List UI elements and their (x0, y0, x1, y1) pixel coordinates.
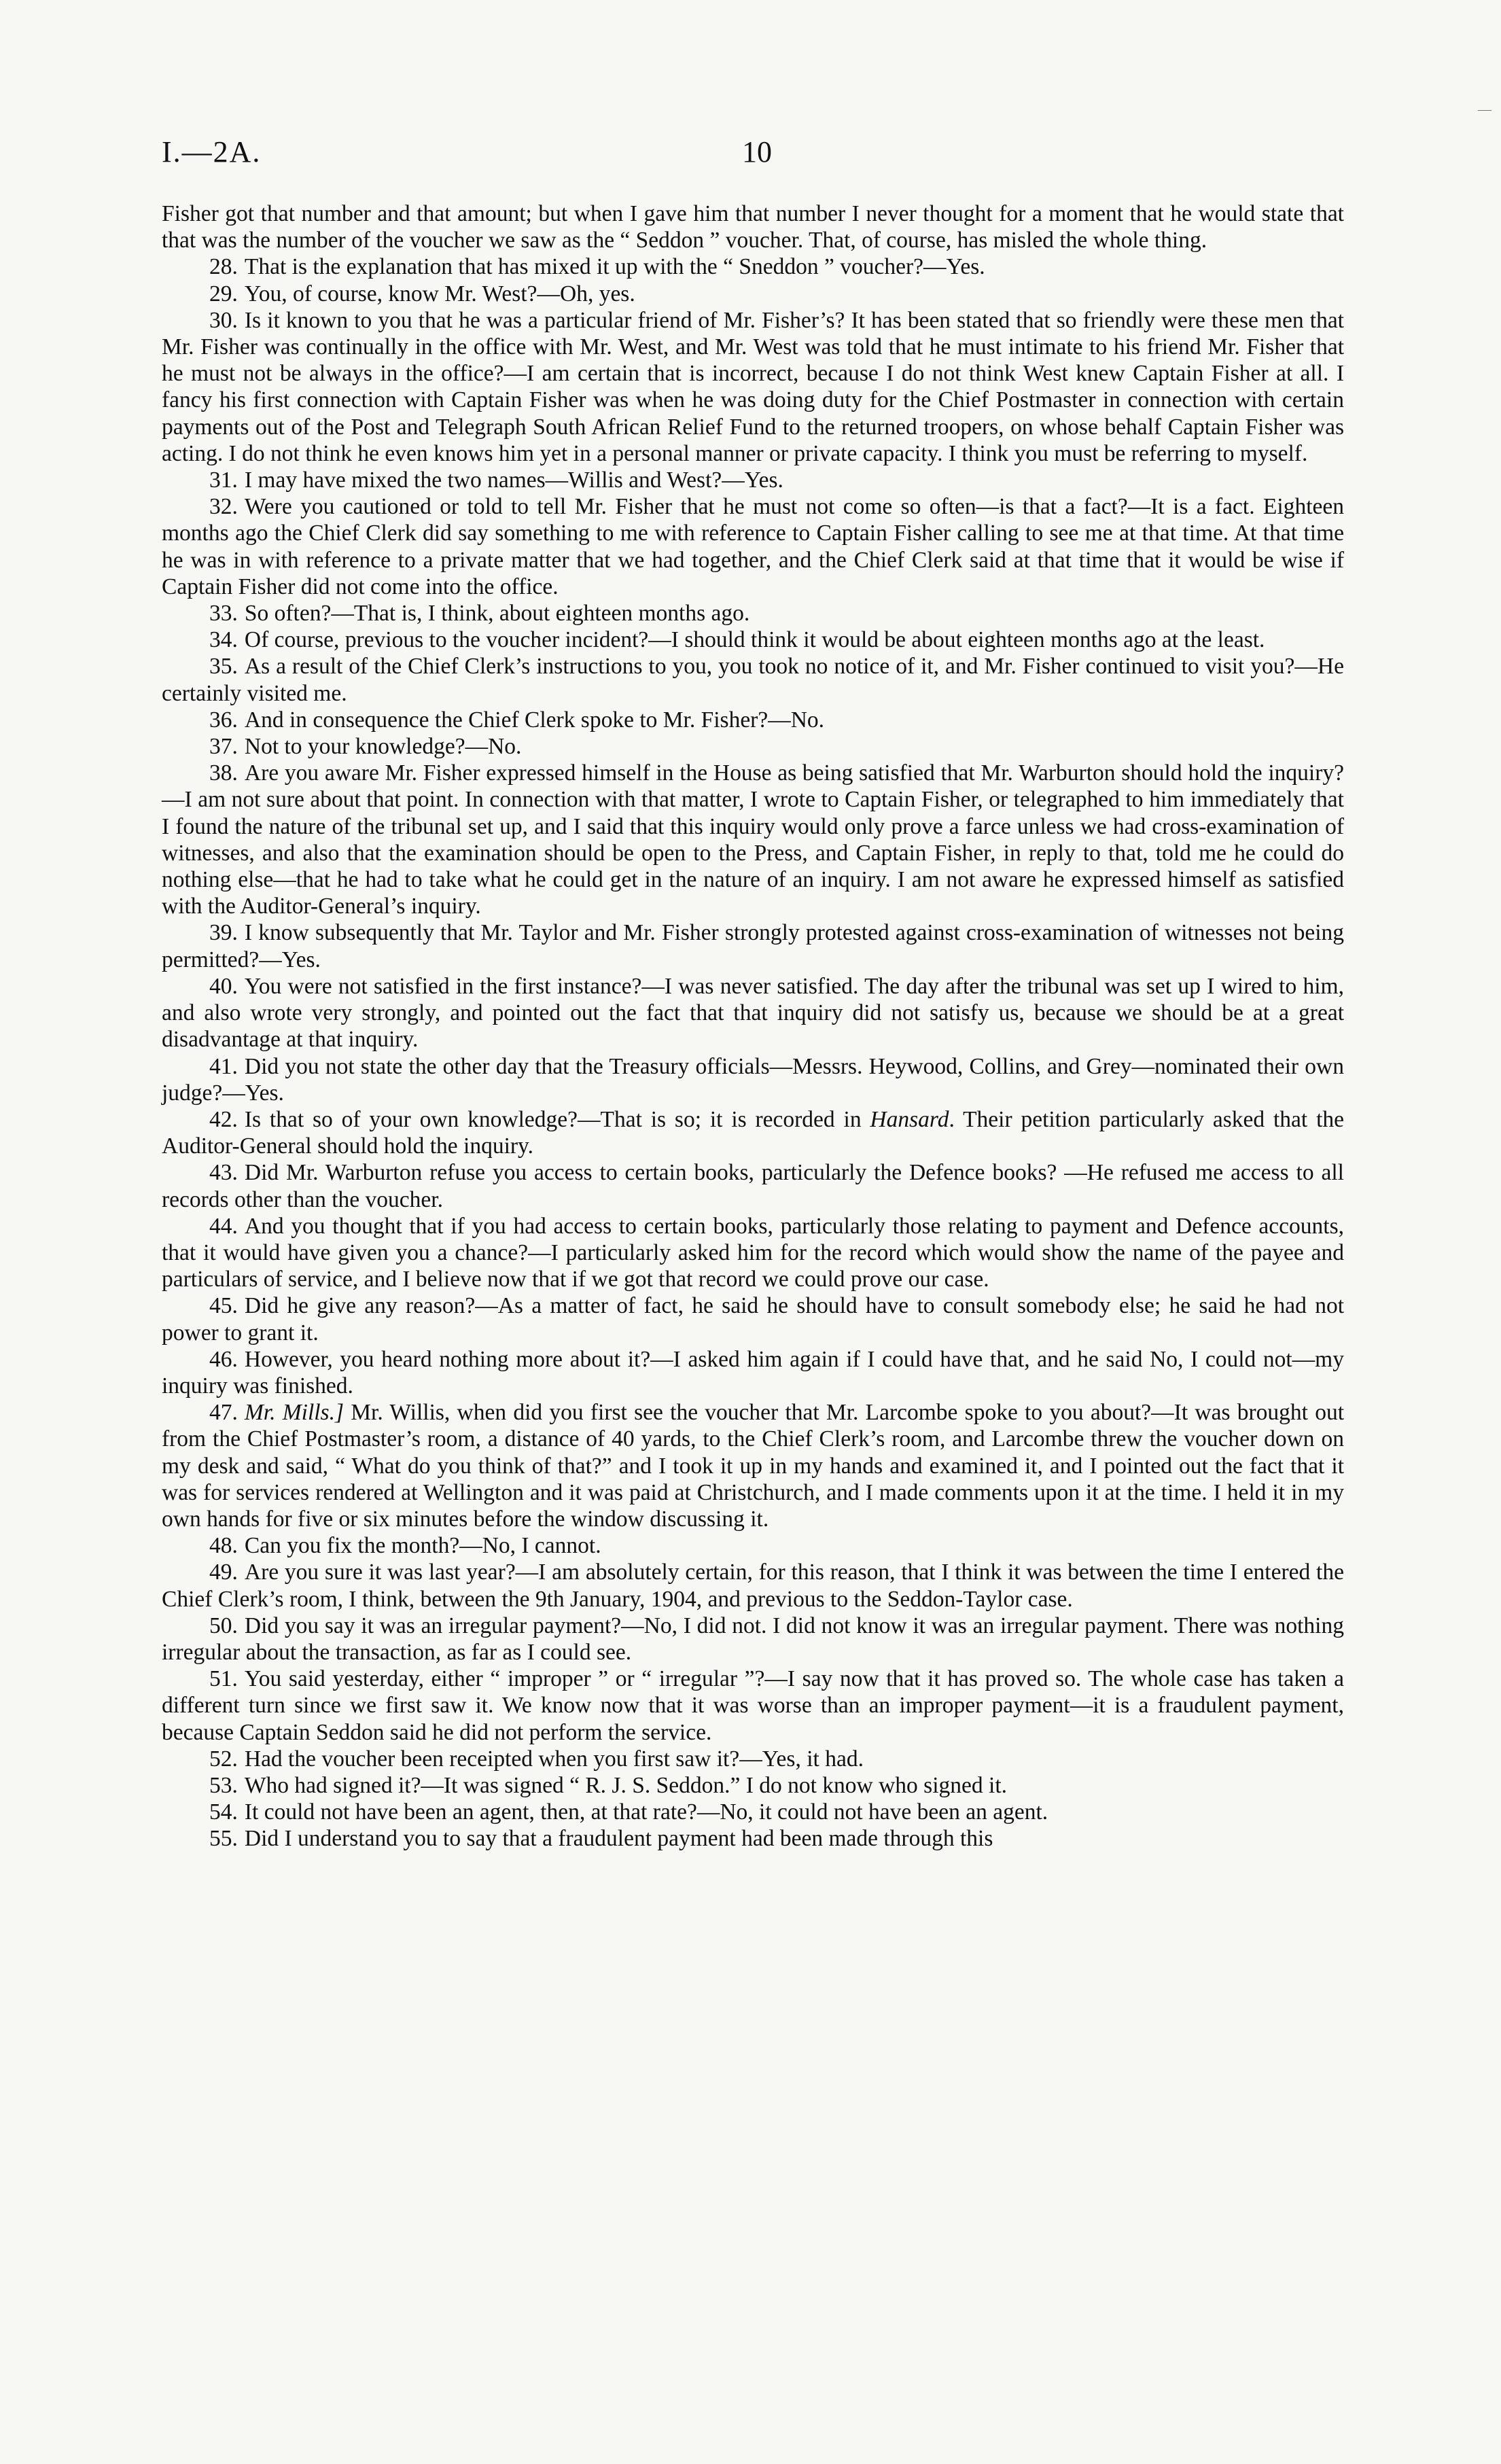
question-50 (162, 1613, 1344, 1666)
question-number: 54. (209, 1799, 238, 1825)
question-number: 34. (209, 627, 238, 653)
question-39 (162, 919, 1344, 972)
question-44 (162, 1213, 1344, 1293)
question-35 (162, 653, 1344, 706)
question-text: Did I understand you to say that a fraudulent payment had been made through this (244, 1826, 993, 1852)
question-number: 50. (209, 1613, 238, 1638)
question-text: That is the explanation that has mixed it up with the “ Sneddon ” voucher?—Yes. (244, 254, 985, 280)
question-number: 45. (209, 1293, 238, 1319)
speaker-label: Mr. Mills.] (244, 1400, 345, 1426)
question-number: 29. (209, 281, 238, 306)
question-text-continued: . Their petition particularly asked that the Auditor-General should hold the inquiry. (162, 1106, 1345, 1159)
question-text: As a result of the Chief Clerk’s instructions to you, you took no notice of it, and Mr. Fisher continued to visit you?—He certainly visited me. (162, 654, 1344, 706)
question-number: 44. (209, 1213, 238, 1239)
question-text: Did you say it was an irregular payment?—No, I did not. I did not know it was an irregular payment. There was nothing irregular about the transaction, as far as I could see. (162, 1613, 1344, 1665)
question-text: Were you cautioned or told to tell Mr. Fisher that he must not come so often—is that a fact?—It is a fact. Eighteen months ago the Chief Clerk did say something to me with reference to Captain Fisher calling to see me at that time. At that time he was in with reference to a private matter that we had together, and the Chief Clerk said at that time that it would be wise if Captain Fisher did not come into the office. (162, 494, 1344, 599)
question-55 (162, 1825, 1344, 1852)
question-number: 28. (209, 254, 238, 280)
question-text: Did Mr. Warburton refuse you access to certain books, particularly the Defence books? —He refused me access to all records other than the voucher. (162, 1160, 1344, 1212)
question-text: Are you aware Mr. Fisher expressed himself in the House as being satisfied that Mr. Warburton should hold the inquiry?—I am not sure about that point. In connection with that matter, I wrote to Captain Fisher, or telegraphed to him immediately that I found the nature of the tribunal set up, and I said that this inquiry would only prove a farce unless we had cross-examination of witnesses, and also that the examination should be open to the Press, and Captain Fisher, in reply to that, told me he could do nothing else—that he had to take what he could get in the nature of an inquiry. I am not aware he expressed himself as satisfied with the Auditor-General’s inquiry. (162, 760, 1344, 919)
page-number: 10 (742, 135, 772, 169)
question-text: Had the voucher been receipted when you first saw it?—Yes, it had. (244, 1746, 864, 1772)
question-text: Is that so of your own knowledge?—That is so; it is recorded in (244, 1106, 870, 1132)
page-header (162, 135, 1344, 175)
question-52 (162, 1746, 1344, 1772)
question-text: Are you sure it was last year?—I am absolutely certain, for this reason, that I think it was between the time I entered the Chief Clerk’s room, I think, between the 9th January, 1904, and previous to the Seddon-Taylor case. (162, 1560, 1344, 1612)
question-45 (162, 1292, 1344, 1345)
question-53 (162, 1772, 1344, 1799)
question-51 (162, 1666, 1344, 1746)
question-number: 47. (209, 1400, 238, 1426)
question-number: 48. (209, 1533, 238, 1559)
question-32 (162, 493, 1344, 600)
question-42 (162, 1106, 1344, 1159)
continued-paragraph: Fisher got that number and that amount; but when I gave him that number I never thought for a moment that he would state that that was the number of the voucher we saw as the “ Seddon ” voucher. That, of course, has misled the whole thing. (162, 201, 1344, 253)
question-text: Of course, previous to the voucher incident?—I should think it would be about eighteen months ago at the least. (244, 627, 1265, 653)
question-47 (162, 1399, 1344, 1532)
question-43 (162, 1159, 1344, 1212)
question-text: However, you heard nothing more about it?—I asked him again if I could have that, and he said No, I could not—my inquiry was finished. (162, 1346, 1344, 1398)
question-number: 43. (209, 1160, 238, 1186)
question-text: Can you fix the month?—No, I cannot. (244, 1533, 601, 1559)
question-text: It could not have been an agent, then, at that rate?—No, it could not have been an agent. (244, 1799, 1048, 1825)
question-text: Mr. Willis, when did you first see the voucher that Mr. Larcombe spoke to you about?—It was brought out from the Chief Postmaster’s room, a distance of 40 yards, to the Chief Clerk’s room, and Larcombe threw the voucher down on my desk and said, “ What do you think of that?” and I took it up in my hands and examined it, and I pointed out the fact that it was for services rendered at Wellington and it was paid at Christchurch, and I made comments upon it at the time. I held it in my own hands for five or six minutes before the window discussing it. (162, 1400, 1344, 1532)
question-text: Did you not state the other day that the Treasury officials—Messrs. Heywood, Collins, and Grey—nominated their own judge?—Yes. (162, 1053, 1344, 1106)
paper-reference: I.—2A. (162, 135, 262, 169)
question-31 (162, 467, 1344, 493)
question-text: And in consequence the Chief Clerk spoke to Mr. Fisher?—No. (244, 707, 825, 733)
question-37 (162, 733, 1344, 760)
question-48 (162, 1532, 1344, 1559)
question-text: I know subsequently that Mr. Taylor and Mr. Fisher strongly protested against cross-examination of witnesses not being permitted?—Yes. (162, 920, 1344, 972)
question-number: 38. (209, 760, 238, 786)
question-text: You said yesterday, either “ improper ” or “ irregular ”?—I say now that it has proved so. The whole case has taken a different turn since we first saw it. We know now that it was worse than an improper payment—it is a fraudulent payment, because Captain Seddon said he did not perform the service. (162, 1666, 1344, 1745)
question-29 (162, 281, 1344, 307)
question-number: 32. (209, 494, 238, 520)
question-text: Who had signed it?—It was signed “ R. J. S. Seddon.” I do not know who signed it. (244, 1772, 1008, 1798)
question-text: I may have mixed the two names—Willis and West?—Yes. (244, 468, 783, 493)
question-28 (162, 253, 1344, 280)
question-number: 31. (209, 468, 238, 493)
question-number: 37. (209, 734, 238, 760)
question-41 (162, 1053, 1344, 1106)
question-number: 51. (209, 1666, 238, 1692)
question-number: 41. (209, 1053, 238, 1079)
question-text: Not to your knowledge?—No. (244, 734, 522, 760)
question-number: 33. (209, 601, 238, 627)
question-text: Did he give any reason?—As a matter of fact, he said he should have to consult somebody else; he said he had not power to grant it. (162, 1293, 1344, 1345)
question-number: 53. (209, 1772, 238, 1798)
question-number: 35. (209, 654, 238, 680)
question-49 (162, 1559, 1344, 1612)
question-number: 49. (209, 1560, 238, 1585)
question-text: You, of course, know Mr. West?—Oh, yes. (244, 281, 635, 306)
question-number: 30. (209, 307, 238, 333)
question-text: So often?—That is, I think, about eighteen months ago. (244, 601, 750, 627)
question-34 (162, 627, 1344, 653)
question-number: 39. (209, 920, 238, 946)
hansard-title: Hansard (870, 1106, 949, 1132)
question-33 (162, 600, 1344, 627)
question-30 (162, 307, 1344, 467)
question-54 (162, 1799, 1344, 1825)
margin-mark: — (1478, 102, 1491, 117)
question-number: 36. (209, 707, 238, 733)
question-number: 46. (209, 1346, 238, 1372)
question-number: 42. (209, 1106, 238, 1132)
question-46 (162, 1346, 1344, 1399)
question-number: 40. (209, 973, 238, 999)
question-36 (162, 707, 1344, 733)
question-text: You were not satisfied in the first instance?—I was never satisfied. The day after the tribunal was set up I wired to him, and also wrote very strongly, and pointed out the fact that that inquiry did not satisfy us, because we should be at a great disadvantage at that inquiry. (162, 973, 1344, 1053)
question-number: 55. (209, 1826, 238, 1852)
question-text: Is it known to you that he was a particular friend of Mr. Fisher’s? It has been stated that so friendly were these men that Mr. Fisher was continually in the office with Mr. West, and Mr. West was told that he must intimate to his friend Mr. Fisher that he must not be always in the office?—I am certain that is incorrect, because I do not think West knew Captain Fisher at all. I fancy his first connection with Captain Fisher was when he was doing duty for the Chief Postmaster in connection with certain payments out of the Post and Telegraph South African Relief Fund to the returned troopers, on whose behalf Captain Fisher was acting. I do not think he even knows him yet in a personal manner or private capacity. I think you must be referring to myself. (162, 307, 1344, 466)
testimony-text (162, 200, 1344, 1852)
question-40 (162, 973, 1344, 1053)
question-38 (162, 760, 1344, 919)
question-text: And you thought that if you had access to certain books, particularly those relating to payment and Defence accounts, that it would have given you a chance?—I particularly asked him for the record which would show the name of the payee and particulars of service, and I believe now that if we got that record we could prove our case. (162, 1213, 1344, 1292)
question-number: 52. (209, 1746, 238, 1772)
